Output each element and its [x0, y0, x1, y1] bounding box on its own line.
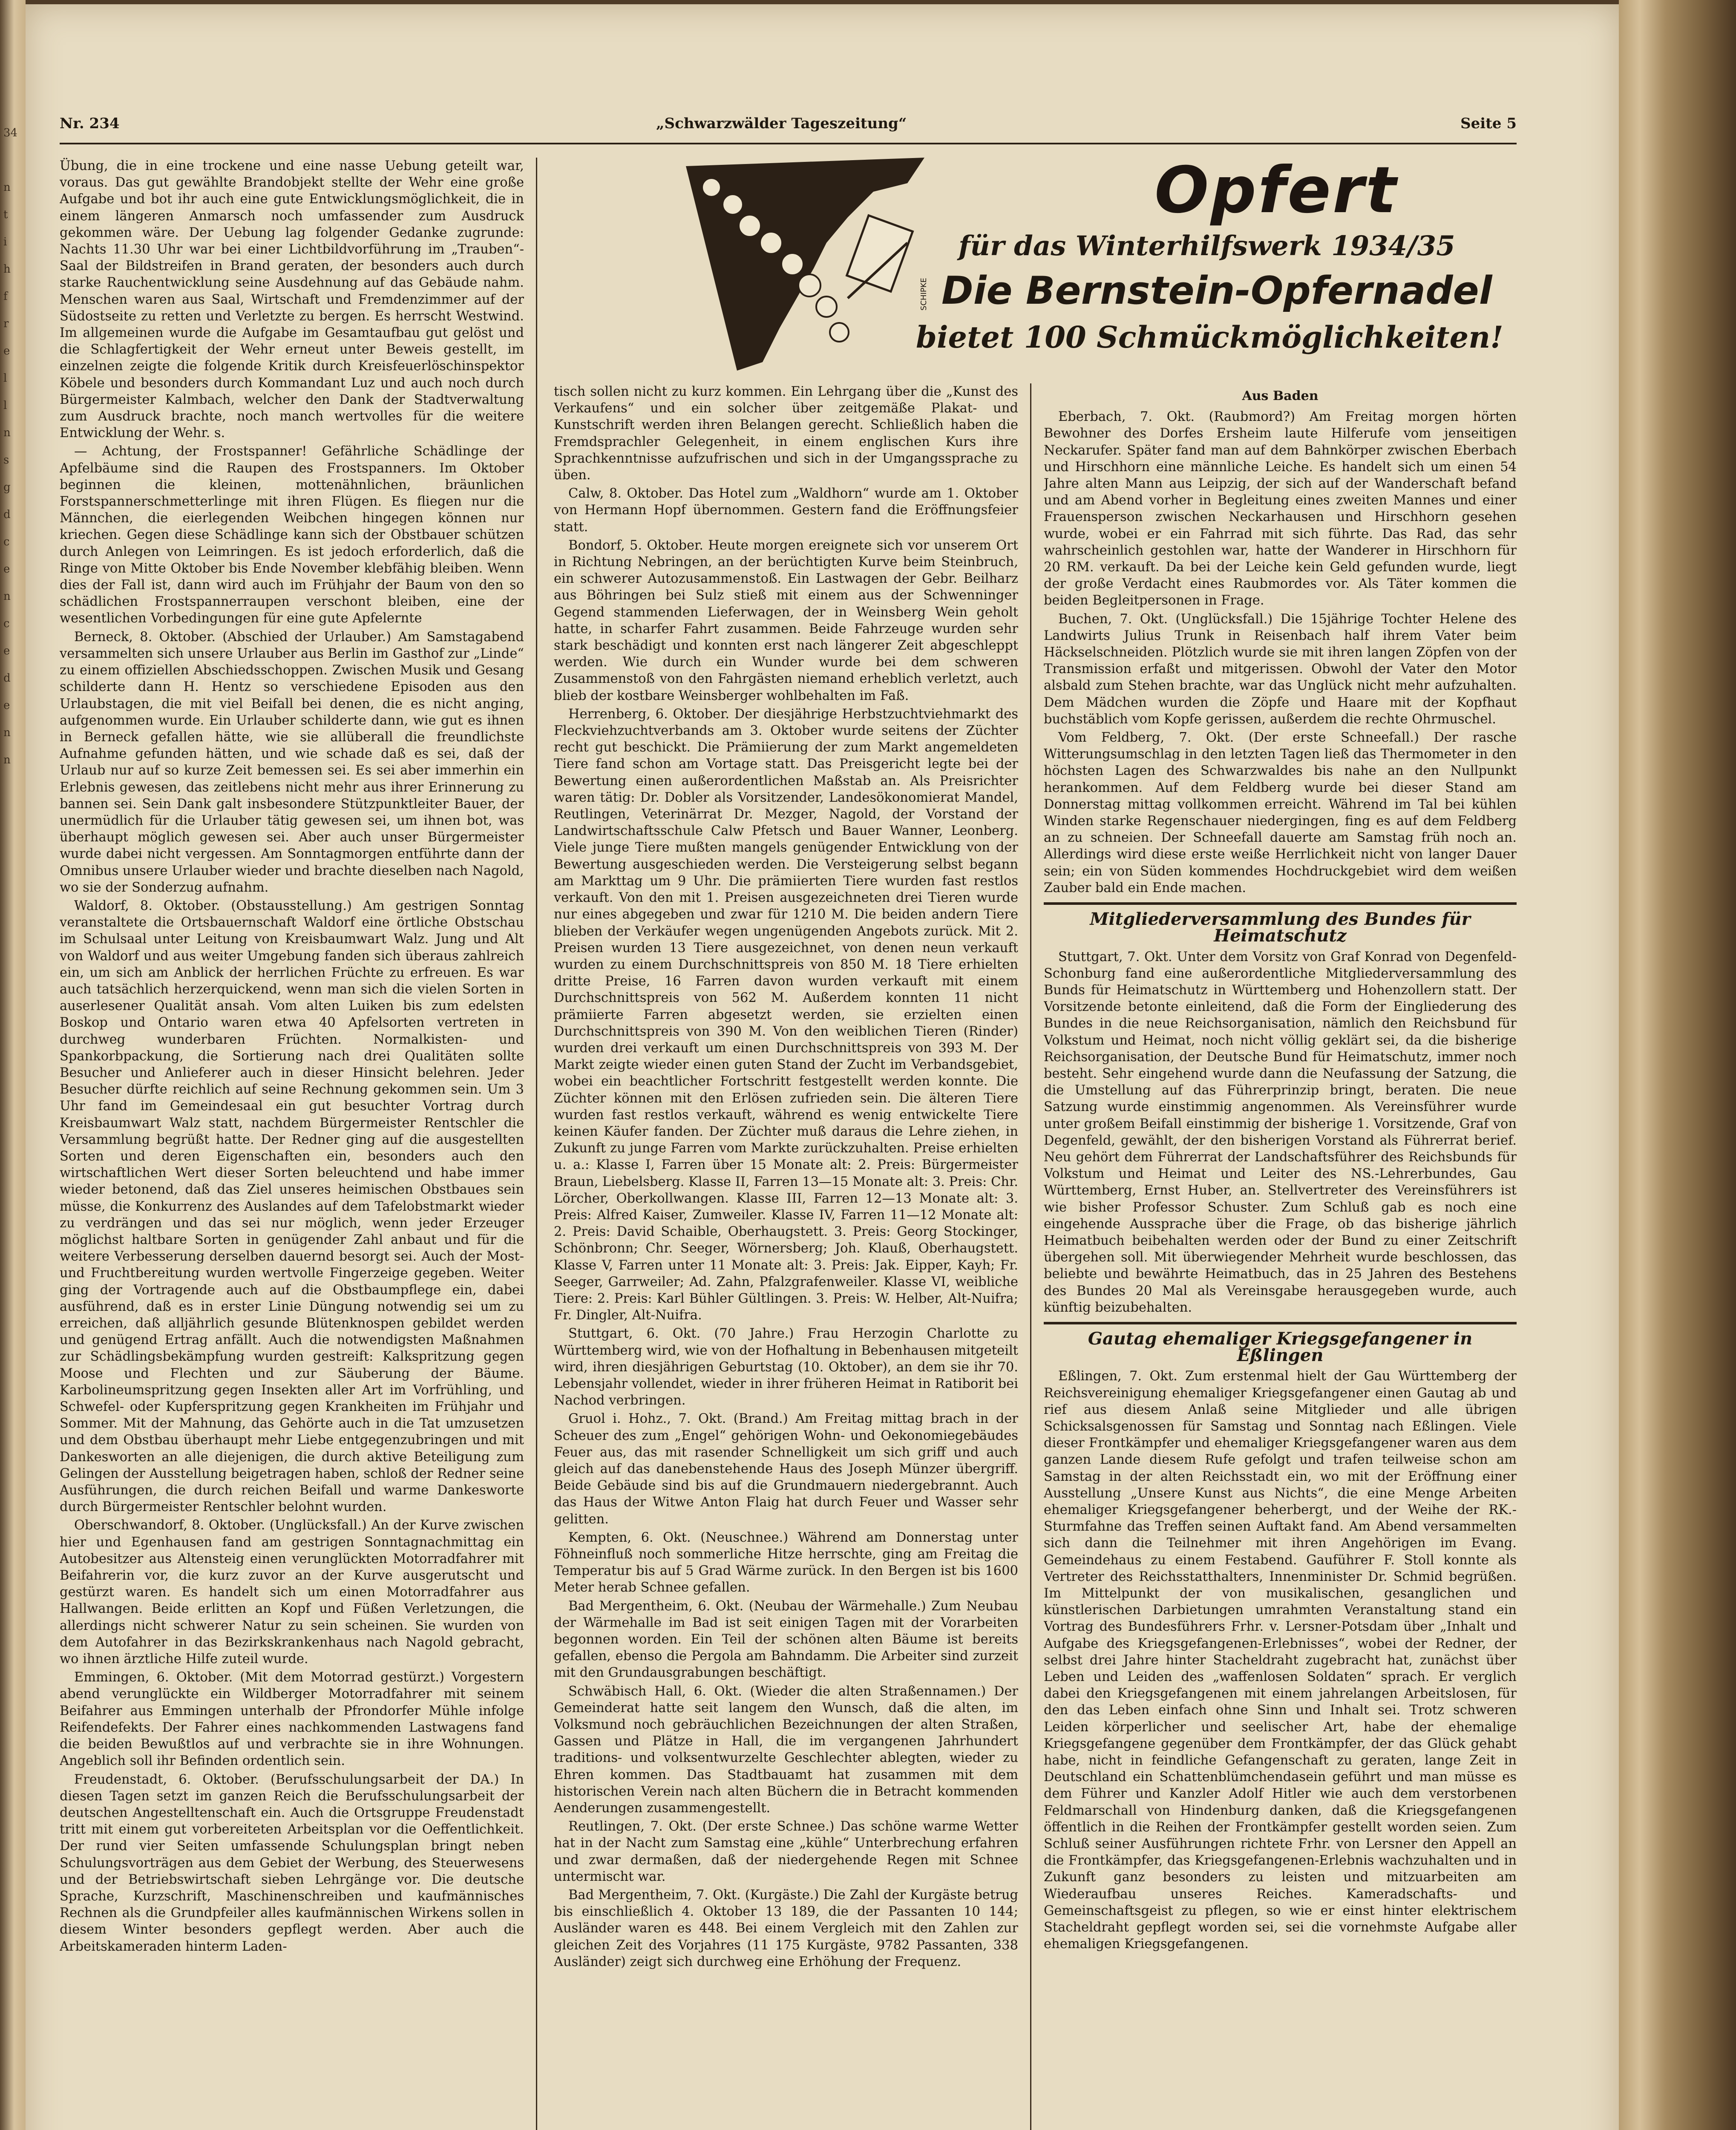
ad-title: Opfert — [1154, 153, 1398, 227]
article-paragraph: tisch sollen nicht zu kurz kommen. Ein Lehrgang über die „Kunst des Verkaufens“ und ein solcher über zeitgemäße Plakat- und Kunstschrift werden ihren Belangen gerecht. Schließlich haben die Fremdsprachler Gelegenheit, in einem englischen Kurs ihre Sprachkenntnisse aufzufrischen und sich in der Umgangssprache zu üben. — [554, 384, 1018, 483]
book-spine-edge — [1619, 0, 1736, 2130]
article-paragraph: Herrenberg, 6. Oktober. Der diesjährige Herbstzuchtviehmarkt des Fleckviehzuchtverbands am 3. Oktober wurde seitens der Züchter recht gut beschickt. Die Prämiierung der zum Markt angemeldeten Tiere fand schon am Vortage statt. Das Preisgericht legte bei der Bewertung einen außerordentlichen Maßstab an. Als Preisrichter waren tätig: Dr. Dobler als Vorsitzender, Landesökonomierat Mandel, Reutlingen, Veterinärrat Dr. Mezger, Nagold, der Vorstand der Landwirtschaftsschule Calw Pfetsch und Bauer Wanner, Leonberg. Viele junge Tiere mußten mangels genügender Entwicklung von der Bewertung ausgeschieden werden. Die Versteigerung selbst begann am Markttag um 9 Uhr. Die prämiierten Tiere wurden fast restlos verkauft. Von den mit 1. Preisen ausgezeichneten drei Tieren wurde nur eines abgegeben und zwar für 1210 M. Die beiden andern Tiere blieben der Verkäufer wegen ungenügenden Angebots zurück. Mit 2. Preisen wurden 13 Tiere ausgezeichnet, von denen neun verkauft wurden zu einem Durchschnittspreis von 850 M. 18 Tiere erhielten dritte Preise, 16 Farren davon wurden verkauft mit einem Durchschnittspreis von 562 M. Außerdem konnten 11 nicht prämiierte Farren abgesetzt werden, sie erzielten einen Durchschnittspreis von 390 M. Von den weiblichen Tieren (Rinder) wurden drei verkauft um einen Durchschnittspreis von 393 M. Der Markt zeigte wieder einen guten Stand der Zucht im Verbandsgebiet, wobei ein beachtlicher Fortschritt festgestellt werden konnte. Die Züchter können mit den Erlösen zufrieden sein. Die älteren Tiere wurden fast restlos verkauft, während es wenig entwickelte Tiere keinen Käufer fanden. Der Züchter muß daraus die Lehre ziehen, in Zukunft zu junge Farren vom Markte zurückzuhalten. Preise erhielten u. a.: Klasse I, Farren über 15 Monate alt: 2. Preis: Bürgermeister Braun, Liebelsberg. Klasse II, Farren 13—15 Monate alt: 3. Preis: Chr. Lörcher, Oberkollwangen. Klasse III, Farren 12—13 Monate alt: 3. Preis: Alfred Kaiser, Zumweiler. Klasse IV, Farren 11—12 Monate alt: 2. Preis: David Schaible, Oberhaugstett. 3. Preis: Georg Stockinger, Schönbronn; Chr. Seeger, Wörnersberg; Joh. Klauß, Oberhaugstett. Klasse V, Farren unter 11 Monate alt: 3. Preis: Jak. Eipper, Kayh; Fr. Seeger, Garrweiler; Ad. Zahn, Pfalzgrafenweiler. Klasse VI, weibliche Tiere: 2. Preis: Karl Bühler Gültlingen. 3. Preis: W. Helber, Alt-Nuifra; Fr. Dingler, Alt-Nuifra. — [554, 706, 1018, 1323]
article-paragraph: Bad Mergentheim, 7. Okt. (Kurgäste.) Die Zahl der Kurgäste betrug bis einschließlich 4. Oktober 13 189, die der Passanten 10 144; Ausländer waren es 448. Bei einem Vergleich mit den Zahlen zur gleichen Zeit des Vorjahres (11 175 Kurgäste, 9782 Passanten, 338 Ausländer) zeigt sich durchweg eine Erhöhung der Frequenz. — [554, 1888, 1018, 1969]
article-paragraph: Emmingen, 6. Oktober. (Mit dem Motorrad gestürzt.) Vorgestern abend verunglückte ein Wildberger Motorradfahrer mit seinem Beifahrer aus Emmingen unterhalb der Pfrondorfer Mühle infolge Reifendefekts. Der Fahrer eines nachkommenden Lastwagens fand die beiden Bewußtlos auf und verbrachte sie in ihre Wohnungen. Angeblich soll ihr Befinden ordentlich sein. — [60, 1670, 524, 1769]
ad-credit: SCHIPKE — [919, 278, 928, 311]
ad-headline: Die Bernstein-Opfernadel — [941, 268, 1492, 313]
column-1 — [60, 158, 524, 2130]
article-paragraph: Gruol i. Hohz., 7. Okt. (Brand.) Am Freitag mittag brach in der Scheuer des zum „Engel“ gehörigen Wohn- und Oekonomiegebäudes Feuer aus, das mit rasender Schnelligkeit um sich griff und auch gleich auf das danebenstehende Haus des Joseph Münzer übergriff. Beide Gebäude sind bis auf die Grundmauern niedergebrannt. Auch das Haus der Witwe Anton Flaig hat durch Feuer und Wasser sehr gelitten. — [554, 1411, 1018, 1527]
article-paragraph: Bondorf, 5. Oktober. Heute morgen ereignete sich vor unserem Ort in Richtung Nebringen, an der berüchtigten Kurve beim Steinbruch, ein schwerer Autozusammenstoß. Ein Lastwagen der Gebr. Beilharz aus Böhringen bei Sulz stieß mit einem aus der Schwenninger Gegend stammenden Lieferwagen, der in Weinsberg Wein geholt hatte, in scharfer Fahrt zusammen. Beide Fahrzeuge wurden sehr stark beschädigt und konnten erst nach längerer Zeit abgeschleppt werden. Wie durch ein Wunder wurde bei dem schweren Zusammenstoß von den Fahrgästen niemand erheblich verletzt, auch blieb der kostbare Weinsberger wohlbehalten im Faß. — [554, 538, 1018, 703]
newspaper-title: „Schwarzwälder Tageszeitung“ — [656, 115, 907, 132]
section-heading: Aus Baden — [1242, 389, 1319, 403]
article-paragraph: Reutlingen, 7. Okt. (Der erste Schnee.) Das schöne warme Wetter hat in der Nacht zum Samstag eine „kühle“ Unterbrechung erfahren und zwar dermaßen, daß der niedergehende Regen mit Schnee untermischt war. — [554, 1819, 1018, 1884]
article-paragraph: Buchen, 7. Okt. (Unglücksfall.) Die 15jährige Tochter Helene des Landwirts Julius Trunk in Reisenbach half ihrem Vater beim Häckselschneiden. Plötzlich wurde sie mit ihren langen Zöpfen von der Transmission erfaßt und mitgerissen. Obwohl der Vater den Motor alsbald zum Stehen brachte, war das Unglück nicht mehr aufzuhalten. Dem Mädchen wurden die Zöpfe und Haare mit der Kopfhaut buchstäblich vom Kopfe gerissen, außerdem die rechte Ohrmuschel. — [1044, 611, 1517, 727]
section-heading: Mitgliederversammlung des Bundes für Heimatschutz — [1090, 909, 1471, 946]
winterhilfswerk-advertisement — [686, 153, 1517, 375]
article-paragraph: Stuttgart, 7. Okt. Unter dem Vorsitz von Graf Konrad von Degenfeld-Schonburg fand eine außerordentliche Mitgliederversammlung des Bunds für Heimatschutz in Württemberg und Hohenzollern statt. Der Vorsitzende betonte einleitend, daß die Form der Eingliederung des Bundes in die neue Reichsorganisation, nämlich den Reichsbund für Volkstum und Heimat, noch nicht völlig geklärt sei, da die bisherige Reichsorganisation, der Deutsche Bund für Heimatschutz, immer noch besteht. Sehr eingehend wurde dann die Neufassung der Satzung, die die Umstellung auf das Führerprinzip bringt, beraten. Die neue Satzung wurde einstimmig angenommen. Als Vereinsführer wurde unter großem Beifall einstimmig der bisherige 1. Vorsitzende, Graf von Degenfeld, gewählt, der den bisherigen Vorstand als Führerrat berief. Neu gehört dem Führerrat der Landschaftsführer des Reichsbunds für Volkstum und Heimat und Leiter des NS.-Lehrerbundes, Gau Württemberg, Ernst Huber, an. Stellvertreter des Vereinsführers ist wie bisher Professor Schuster. Zum Schluß gab es noch eine eingehende Aussprache über die Frage, ob das bisherige jährlich Heimatbuch beibehalten werden oder der Bund zu einer Zeitschrift übergehen soll. Mit überwiegender Mehrheit wurde beschlossen, das beliebte und bewährte Heimatbuch, das in 25 Jahren des Bestehens des Bundes 20 Mal als Vereinsgabe herausgegeben wurde, auch künftig beizubehalten. — [1044, 949, 1517, 1315]
article-paragraph: Übung, die in eine trockene und eine nasse Uebung geteilt war, voraus. Das gut gewählte Brandobjekt stellte der Wehr eine große Aufgabe und bot ihr auch eine gute Entwicklungsmöglichkeit, die in einem längeren Anmarsch noch umfassender zum Ausdruck gekommen wäre. Der Uebung lag folgender Gedanke zugrunde: Nachts 11.30 Uhr war bei einer Lichtbildvorführung im „Trauben“-Saal der Bildstreifen in Brand geraten, der besonders auch durch starke Rauchentwicklung seine Ausdehnung auf das Gebäude nahm. Menschen waren aus Saal, Wirtschaft und Fremdenzimmer auf der Südostseite zu retten und Verletzte zu bergen. Es herrscht Westwind. Im allgemeinen wurde die Aufgabe im Gesamtaufbau gut gelöst und die Schlagfertigkeit der Wehr erneut unter Beweis gestellt, im einzelnen zeigte die folgende Kritik durch Kreisfeuerlöschinspektor Köbele und besonders durch Kommandant Luz und auch noch durch Bürgermeister Kalmbach, welcher den Dank der Stadtverwaltung zum Ausdruck brachte, noch manch wertvolles für die weitere Entwicklung der Wehr. s. — [60, 158, 524, 441]
article-paragraph: Bad Mergentheim, 6. Okt. (Neubau der Wärmehalle.) Zum Neubau der Wärmehalle im Bad ist seit einigen Tagen mit der Vorarbeiten begonnen worden. Ein Teil der schönen alten Bäume ist bereits gefallen, ebenso die Pergola am Bahndamm. Die Arbeiter sind zurzeit mit den Grundausgrabungen beschäftigt. — [554, 1598, 1018, 1681]
article-paragraph: — Achtung, der Frostspanner! Gefährliche Schädlinge der Apfelbäume sind die Raupen des Frostspanners. Im Oktober beginnen die kleinen, mottenähnlichen, bräunlichen Forstspannerschmetterlinge mit ihren Flügen. Es fliegen nur die Männchen, die eierlegenden Weibchen hingegen können nur kriechen. Gegen diese Schädlinge kann sich der Obstbauer schützen durch Anlegen von Leimringen. Es ist jedoch erforderlich, daß die Ringe von Mitte Oktober bis Ende November klebfähig bleiben. Wenn dies der Fall ist, dann wird auch im Frühjahr der Baum von den so schädlichen Frostspannerraupen verschont bleiben, eine der wesentlichen Vorbedingungen für eine gute Apfelernte — [60, 444, 524, 626]
article-paragraph: Berneck, 8. Oktober. (Abschied der Urlauber.) Am Samstagabend versammelten sich unsere Urlauber aus Berlin im Gasthof zur „Linde“ zu einem offiziellen Abschiedsschoppen. Zwischen Musik und Gesang schilderte dann H. Hentz so verschiedene Episoden aus den Urlaubstagen, die mit viel Beifall bei denen, die es nicht anging, aufgenommen wurde. Ein Urlauber schilderte dann, wie gut es ihnen in Berneck gefallen hätte, wie sie allüberall die freundlichste Aufnahme gefunden hätten, und wie schade daß es sei, daß der Urlaub nur auf so kurze Zeit bemessen sei. Es sei aber immerhin ein Erlebnis gewesen, das zeitlebens nicht mehr aus ihrer Erinnerung zu bannen sei. Sein Dank galt insbesondere Stützpunktleiter Bauer, der unermüdlich für die Urlauber tätig gewesen sei, um ihnen bot, was überhaupt möglich gewesen sei. Aber auch unser Bürgermeister wurde dabei nicht vergessen. Am Sonntagmorgen entführte dann der Omnibus unsere Urlauber wieder und brachte dieselben nach Nagold, wo sie der Sonderzug aufnahm. — [60, 629, 524, 895]
article-paragraph: Eberbach, 7. Okt. (Raubmord?) Am Freitag morgen hörten Bewohner des Dorfes Ersheim laute Hilferufe vom jenseitigen Neckarufer. Später fand man auf dem Bahnkörper zwischen Eberbach und Hirschhorn eine männliche Leiche. Es handelt sich um einen 54 Jahre alten Mann aus Leipzig, der sich auf der Wanderschaft befand und am Abend vorher in Begleitung eines zweiten Mannes und einer Frauensperson zwischen Neckarhausen und Hirschhorn gesehen wurde, wobei er ein Fahrrad mit sich führte. Das Rad, das sehr wahrscheinlich gestohlen war, hatte der Wanderer in Hirschhorn für 20 RM. verkauft. Da bei der Leiche kein Geld gefunden wurde, liegt der große Verdacht eines Raubmordes vor. Als Täter kommen die beiden Begleitpersonen in Frage. — [1044, 409, 1517, 608]
page-header — [60, 106, 1517, 136]
column-3 — [1044, 383, 1517, 2130]
amber-pin-illustration — [686, 158, 924, 371]
section-rule — [1044, 1322, 1517, 1324]
page-number: Seite 5 — [1460, 115, 1517, 132]
article-paragraph: Stuttgart, 6. Okt. (70 Jahre.) Frau Herzogin Charlotte zu Württemberg wird, wie von der Hofhaltung in Bebenhausen mitgeteilt wird, ihren diesjährigen Geburtstag (10. Oktober), an dem sie ihr 70. Lebensjahr vollendet, wieder in ihrer früheren Heimat in Ratiborit bei Nachod verbringen. — [554, 1326, 1018, 1408]
section-rule — [1044, 902, 1517, 905]
issue-number: Nr. 234 — [60, 115, 120, 132]
article-paragraph: Kempten, 6. Okt. (Neuschnee.) Während am Donnerstag unter Föhneinfluß noch sommerliche Hitze herrschte, ging am Freitag die Temperatur bis auf 5 Grad Wärme zurück. In den Bergen ist bis 1600 Meter herab Schnee gefallen. — [554, 1530, 1018, 1595]
column-divider — [1030, 383, 1031, 2130]
article-paragraph: Eßlingen, 7. Okt. Zum erstenmal hielt der Gau Württemberg der Reichsvereinigung ehemaliger Kriegsgefangener einen Gautag ab und rief aus diesem Anlaß seine Mitglieder und alle übrigen Schicksalsgenossen für Samstag und Sonntag nach Eßlingen. Viele dieser Frontkämpfer und ehemaliger Kriegsgefangener waren aus dem ganzen Lande diesem Rufe gefolgt und trafen teilweise schon am Samstag in der alten Reichsstadt ein, wo mit der Eröffnung einer Ausstellung „Unsere Kunst aus Nichts“, die eine Menge Arbeiten ehemaliger Kriegsgefangener beherbergt, und der Weihe der RK.-Sturmfahne das Treffen seinen Auftakt fand. Am Abend versammelten sich dann die Teilnehmer mit ihren Angehörigen im Evang. Gemeindehaus zu einem Festabend. Gauführer F. Stoll konnte als Vertreter des Reichsstatthalters, Innenminister Dr. Schmid begrüßen. Im Mittelpunkt der von musikalischen, gesanglichen und künstlerischen Darbietungen umrahmten Veranstaltung stand ein Vortrag des Bundesführers Frhr. v. Lersner-Potsdam über „Inhalt und Aufgabe des Kriegsgefangenen-Erlebnisses“, wobei der Redner, der selbst drei Jahre hinter Stacheldraht zugebracht hat, zunächst über Leben und Leiden des „waffenlosen Soldaten“ sprach. Er verglich dabei den Kriegsgefangenen mit einem jahrelangen Arbeitslosen, für den das Leben einfach ohne Sinn und Inhalt sei. Trotz schweren Leiden körperlicher und seelischer Art, habe der ehemalige Kriegsgefangene gegenüber dem Frontkämpfer, der das Glück gehabt habe, nicht in feindliche Gefangenschaft zu geraten, lange Zeit in Deutschland ein Schattenblümchendasein geführt und man müsse es dem Führer und Kanzler Adolf Hitler wie auch dem verstorbenen Feldmarschall von Hindenburg danken, daß die Kriegsgefangenen öffentlich in die Reihen der Frontkämpfer gestellt worden seien. Zum Schluß seiner Ausführungen richtete Frhr. von Lersner den Appell an die Frontkämpfer, das Kriegsgefangenen-Erlebnis wachzuhalten und in Zukunft ganz besonders zu leisten und mitzuarbeiten am Wiederaufbau unseres Reiches. Kameradschafts- und Gemeinschaftsgeist zu pflegen, so wie er einst hinter elektrischem Stacheldraht gepflegt worden sei, sei die vornehmste Aufgabe aller ehemaligen Kriegsgefangenen. — [1044, 1369, 1517, 1952]
column-divider — [536, 158, 537, 2130]
ad-subtitle: für das Winterhilfswerk 1934/35 — [959, 230, 1455, 262]
article-paragraph: Oberschwandorf, 8. Oktober. (Unglücksfall.) An der Kurve zwischen hier und Egenhausen fand am gestrigen Sonntagnachmittag ein Autobesitzer aus Altensteig einen verunglückten Motorradfahrer mit Beifahrerin vor, die kurz zuvor an der Kurve ausgerutscht und gestürzt waren. Es handelt sich um einen Motorradfahrer aus Hallwangen. Beide erlitten an Kopf und Füßen Verletzungen, die allerdings nicht schwerer Natur zu sein scheinen. Sie wurden von dem Autofahrer in das Bezirkskrankenhaus nach Nagold gebracht, wo ihnen ärztliche Hilfe zuteil wurde. — [60, 1518, 524, 1667]
article-paragraph: Schwäbisch Hall, 6. Okt. (Wieder die alten Straßennamen.) Der Gemeinderat hatte seit langem den Wunsch, daß die alten, im Volksmund noch gebräuchlichen Bezeichnungen der alten Straßen, Gassen und Plätze in Hall, die im vergangenen Jahrhundert traditions- und volksentwurzelte Geschlechter ablegten, wieder zu Ehren kommen. Das Stadtbauamt hat zusammen mit dem historischen Verein nach alten Büchern die in Betracht kommenden Aenderungen zusammengestellt. — [554, 1684, 1018, 1816]
article-paragraph: Waldorf, 8. Oktober. (Obstausstellung.) Am gestrigen Sonntag veranstaltete die Ortsbauernschaft Waldorf eine örtliche Obstschau im Schulsaal unter Leitung von Kreisbaumwart Walz. Jung und Alt von Waldorf und aus weiter Umgebung fanden sich überaus zahlreich ein, um sich am Anblick der herrlichen Früchte zu erfreuen. Es war auch tatsächlich herzerquickend, wenn man sich die vielen Sorten in auserlesener Qualität ansah. Vom alten Luiken bis zum edelsten Boskop und Ontario waren etwa 40 Apfelsorten vertreten in durchweg wunderbaren Früchten. Normalkisten- und Spankorbpackung, die Sortierung nach drei Qualitäten sollte Besucher und Anlieferer auch in dieser Hinsicht belehren. Jeder Besucher dürfte reichlich auf seine Rechnung gekommen sein. Um 3 Uhr fand im Gemeindesaal ein gut besuchter Vortrag durch Kreisbaumwart Walz statt, nachdem Bürgermeister Rentschler die Versammlung begrüßt hatte. Der Redner ging auf die ausgestellten Sorten und deren Eigenschaften ein, besonders auch den wirtschaftlichen Wert dieser Sorten beleuchtend und habe immer wieder betonend, daß das Ziel unseres heimischen Obstbaues sein müsse, die Konkurrenz des Auslandes auf dem Tafelobstmarkt wieder zu verdrängen und das sei nur möglich, wenn jeder Erzeuger möglichst haltbare Sorten in genügender Zahl anbaut und für die weitere Verbesserung derselben dauernd besorgt sei. Auch der Most- und Fruchtbereitung wurden wertvolle Fingerzeige gegeben. Weiter ging der Vortragende auch auf die Obstbaumpflege ein, dabei ausführend, daß es in erster Linie Düngung notwendig sei um zu erreichen, daß alljährlich gesunde Blütenknospen gebildet werden und genügend Ertrag anfällt. Auch die notwendigsten Maßnahmen zur Schädlingsbekämpfung wurden gestreift: Kalkspritzung gegen Moose und Flechten und zur Säuberung der Bäume. Karbolineumspritzung gegen Insekten aller Art im Vorfrühling, und Schwefel- oder Kupferspritzung gegen Krankheiten im Frühjahr und Sommer. Mit der Mahnung, das Gehörte auch in die Tat umzusetzen und dem Obstbau überhaupt mehr Liebe entgegenzubringen und mit Dankesworten an alle diejenigen, die durch aktive Beteiligung zum Gelingen der Ausstellung beigetragen haben, schloß der Redner seine Ausführungen, die durch reichen Beifall und warme Dankesworte durch Bürgermeister Rentschler belohnt wurden. — [60, 898, 524, 1515]
ad-tagline: bietet 100 Schmückmöglichkeiten! — [916, 320, 1503, 355]
article-paragraph: Vom Feldberg, 7. Okt. (Der erste Schneefall.) Der rasche Witterungsumschlag in den letzten Tagen ließ das Thermometer in den höchsten Lagen des Schwarzwaldes bis nahe an den Nullpunkt herankommen. Auf dem Feldberg wurde bei dieser Stand am Donnerstag mittag vollkommen erreicht. Während im Tal bei kühlen Winden starke Regenschauer niedergingen, fing es auf dem Feldberg an zu schneien. Der Schneefall dauerte am Samstag früh noch an. Allerdings wird diese erste weiße Herrlichkeit nicht von langer Dauer sein; ein von Süden kommendes Hochdruckgebiet wird dem weißen Zauber bald ein Ende machen. — [1044, 730, 1517, 895]
section-heading: Gautag ehemaliger Kriegsgefangener in Eßlingen — [1088, 1328, 1473, 1366]
left-page-edge — [0, 0, 26, 2130]
article-paragraph: Calw, 8. Oktober. Das Hotel zum „Waldhorn“ wurde am 1. Oktober von Hermann Hopf übernommen. Gestern fand die Eröffnungsfeier statt. — [554, 486, 1018, 535]
article-paragraph: Freudenstadt, 6. Oktober. (Berufsschulungsarbeit der DA.) In diesen Tagen setzt im ganzen Reich die Berufsschulungsarbeit der deutschen Angestelltenschaft ein. Auch die Ortsgruppe Freudenstadt tritt mit einem gut vorbereiteten Arbeitsplan vor die Oeffentlichkeit. Der rund vier Seiten umfassende Schulungsplan bringt neben Schulungsvorträgen aus dem Gebiet der Werbung, des Steuerwesens und der Betriebswirtschaft sieben Lehrgänge vor. Die deutsche Sprache, Kurzschrift, Maschinenschreiben und kaufmännisches Rechnen als die Grundpfeiler alles kaufmännischen Wirkens sollen in diesem Winter besonders gepflegt werden. Aber auch die Arbeitskameraden hinterm Laden- — [60, 1772, 524, 1954]
column-2 — [554, 383, 1018, 2130]
left-edge-text: 34 n t i h f r e l l n s g d c e n c e d e n n — [3, 127, 18, 766]
header-rule — [60, 143, 1517, 144]
